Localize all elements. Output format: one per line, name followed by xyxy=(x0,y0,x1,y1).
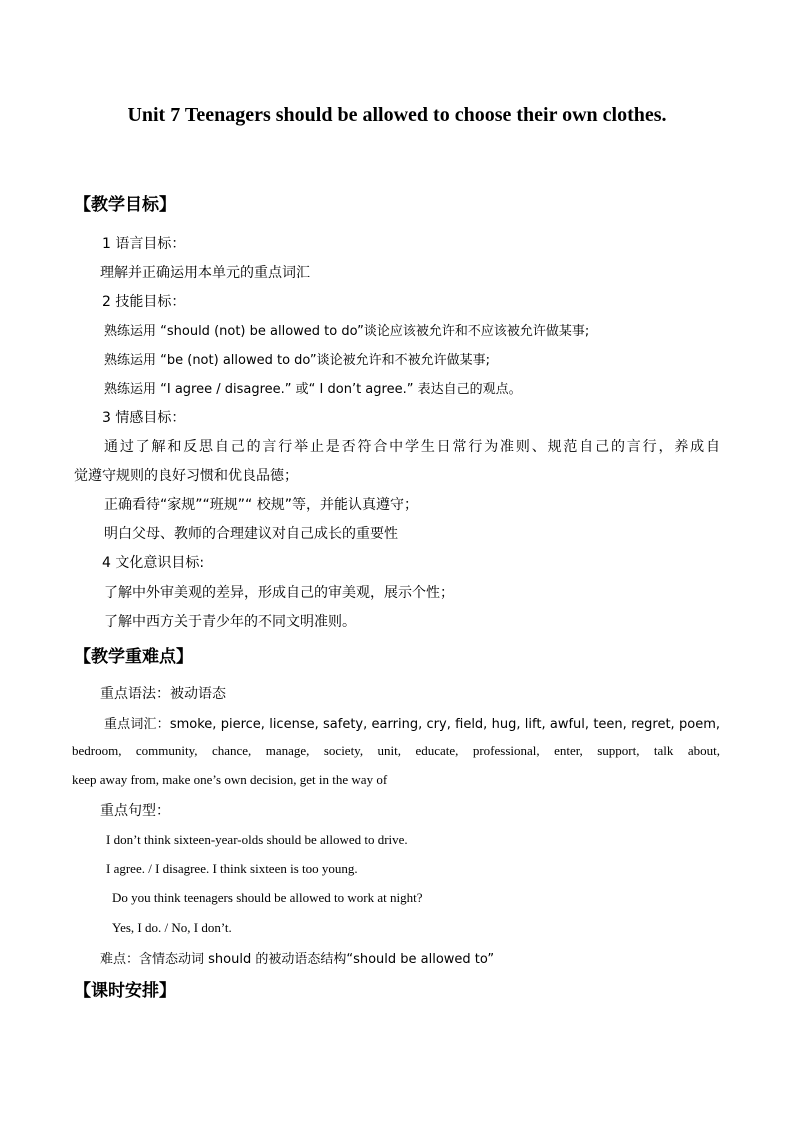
objective-line: 熟练运用 “should (not) be allowed to do”谈论应该被允许和不应该被允许做某事; xyxy=(104,324,590,339)
key-sentence-line: Do you think teenagers should be allowed to work at night? xyxy=(112,890,423,905)
key-sentence-line: I agree. / I disagree. I think sixteen is too young. xyxy=(106,861,358,876)
objective-line: 熟练运用 “be (not) allowed to do”谈论被允许和不被允许做某事; xyxy=(104,353,491,368)
section-heading-objectives: 【教学目标】 xyxy=(74,195,176,215)
objective-line: 了解中西方关于青少年的不同文明准则。 xyxy=(104,614,356,630)
key-sentence-line: Yes, I do. / No, I don’t. xyxy=(112,920,232,935)
section-heading-key-points: 【教学重难点】 xyxy=(74,647,193,667)
objective-line: 觉遵守规则的良好习惯和优良品德； xyxy=(74,468,298,484)
section-heading-schedule: 【课时安排】 xyxy=(74,981,176,1001)
objective-line: 4 文化意识目标: xyxy=(102,555,205,571)
key-point-line: 重点句型： xyxy=(100,803,170,819)
key-point-line: 重点词汇：smoke, pierce, license, safety, earring, cry, field, hug, lift, awful, teen, regret, poem, xyxy=(104,717,720,732)
difficulty-line: 难点：含情态动词 should 的被动语态结构“should be allowed to” xyxy=(100,952,495,967)
objective-line: 1 语言目标： xyxy=(102,236,186,252)
objective-line: 熟练运用 “I agree / disagree.” 或“ I don’t agree.” 表达自己的观点。 xyxy=(104,382,522,397)
objective-line: 3 情感目标： xyxy=(102,410,186,426)
objective-line: 2 技能目标： xyxy=(102,294,186,310)
page-title: Unit 7 Teenagers should be allowed to choose their own clothes. xyxy=(127,104,667,126)
key-point-line: keep away from, make one’s own decision, get in the way of xyxy=(72,772,388,787)
objective-line: 通过了解和反思自己的言行举止是否符合中学生日常行为准则、规范自己的言行，养成自 xyxy=(104,439,720,455)
objective-line: 明白父母、教师的合理建议对自己成长的重要性 xyxy=(104,526,398,542)
key-point-line: bedroom, community, chance, manage, society, unit, educate, professional, enter, support, talk about, xyxy=(72,743,720,758)
objective-line: 了解中外审美观的差异，形成自己的审美观，展示个性； xyxy=(104,585,454,601)
key-point-line: 重点语法：被动语态 xyxy=(100,686,226,702)
key-sentence-line: I don’t think sixteen-year-olds should be allowed to drive. xyxy=(106,832,408,847)
objective-line: 正确看待“家规”“班规”“ 校规”等，并能认真遵守； xyxy=(104,497,418,513)
objective-line: 理解并正确运用本单元的重点词汇 xyxy=(100,265,310,281)
